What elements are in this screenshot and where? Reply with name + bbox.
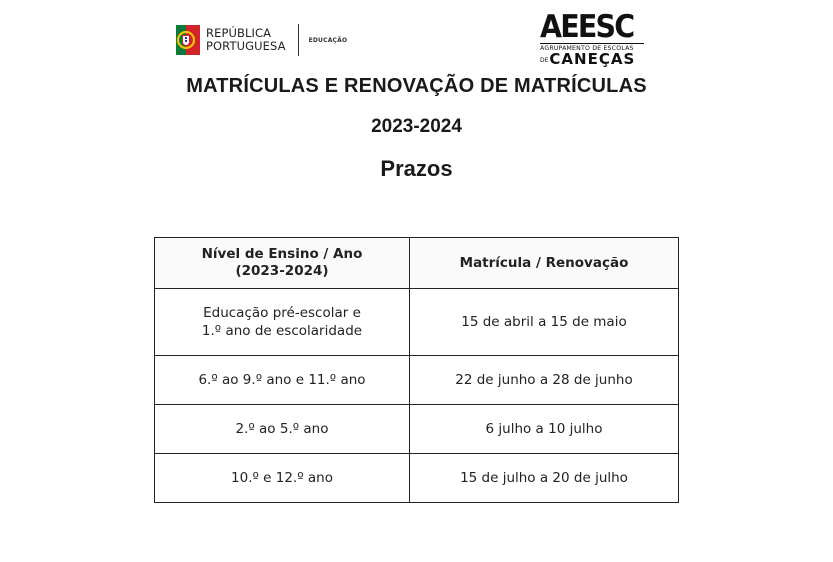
town-name xyxy=(540,52,648,68)
level-cell: 6.º ao 9.º ano e 11.º ano xyxy=(155,356,410,405)
section-heading: Prazos xyxy=(380,156,453,181)
period-cell: 22 de junho a 28 de junho xyxy=(410,356,679,405)
enrollment-deadlines-table xyxy=(154,237,679,503)
republica-label: REPÚBLICA xyxy=(206,26,272,40)
agrupamento-escolas-logo xyxy=(540,9,648,68)
town-prefix: DE xyxy=(540,57,549,64)
aeesc-mark: AEESC xyxy=(540,9,634,45)
table-row xyxy=(155,289,679,356)
table-row xyxy=(155,454,679,503)
republica-portuguesa-logo xyxy=(176,22,347,58)
logo-divider xyxy=(298,24,299,56)
republica-portuguesa-wordmark xyxy=(206,27,286,53)
portuguesa-label: PORTUGUESA xyxy=(206,39,286,53)
period-cell: 15 de julho a 20 de julho xyxy=(410,454,679,503)
table-row xyxy=(155,356,679,405)
portugal-coat-of-arms-icon xyxy=(176,23,200,57)
column-header-level-line1: Nível de Ensino / Ano xyxy=(201,246,363,262)
table-header-row xyxy=(155,238,679,289)
column-header-level xyxy=(155,238,410,289)
document-title: MATRÍCULAS E RENOVAÇÃO DE MATRÍCULAS xyxy=(186,75,647,97)
level-cell xyxy=(155,289,410,356)
agrupamento-subtitle: AGRUPAMENTO DE ESCOLAS xyxy=(540,43,644,52)
column-header-level-line2: (2023-2024) xyxy=(235,263,329,279)
level-cell-line2: 1.º ano de escolaridade xyxy=(201,323,363,339)
level-cell-line1: Educação pré-escolar e xyxy=(203,305,361,321)
table-row xyxy=(155,405,679,454)
town-label: CANEÇAS xyxy=(549,50,636,68)
period-cell: 6 julho a 10 julho xyxy=(410,405,679,454)
school-year: 2023-2024 xyxy=(371,116,462,137)
ministry-label: EDUCAÇÃO xyxy=(308,36,348,44)
level-cell: 2.º ao 5.º ano xyxy=(155,405,410,454)
level-cell: 10.º e 12.º ano xyxy=(155,454,410,503)
period-cell: 15 de abril a 15 de maio xyxy=(410,289,679,356)
column-header-period: Matrícula / Renovação xyxy=(410,238,679,289)
